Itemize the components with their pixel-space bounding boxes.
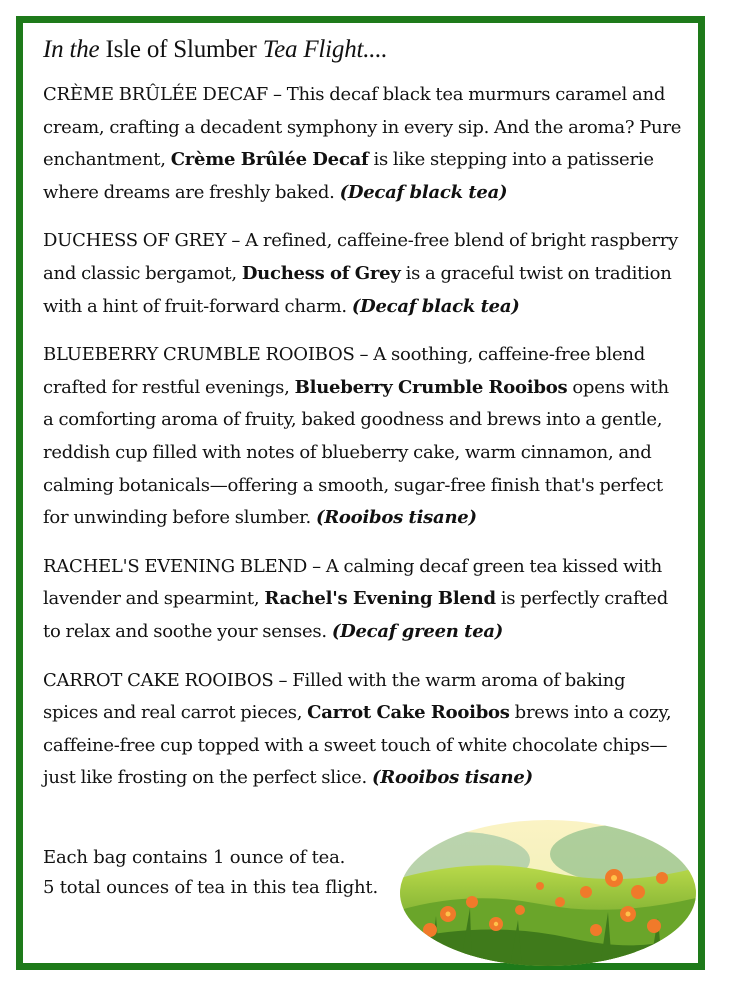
tea-name: Carrot Cake Rooibos [307, 702, 510, 724]
tea-description: A calming decaf green tea kissed with lavender and spearmint, [43, 555, 662, 610]
menu-content [43, 30, 683, 811]
footer-line-1: Each bag contains 1 ounce of tea. [43, 847, 346, 868]
tea-heading: CARROT CAKE ROOIBOS [43, 669, 274, 691]
tea-description-cont: is a graceful twist on tradition with a hint of fruit-forward charm. [43, 262, 672, 317]
tea-heading: CRÈME BRÛLÉE DECAF [43, 84, 268, 105]
tea-type: (Decaf black tea) [351, 295, 520, 317]
footer-note [43, 843, 378, 903]
tea-description-cont: is perfectly crafted to relax and soothe your senses. [43, 588, 669, 642]
tea-name: Crème Brûlée Decaf [170, 149, 369, 171]
tea-type: (Rooibos tisane) [372, 767, 533, 789]
tea-type: (Rooibos tisane) [315, 507, 477, 529]
meadow-illustration [400, 820, 696, 966]
tea-entry-blueberry-crumble: BLUEBERRY CRUMBLE ROOIBOS – A soothing, caffeine-free blend crafted for restful evenings, Blueberry Crumble Rooibos opens with a comforting aroma of fruity, baked goodness and brews into a gentle, reddish cup filled with notes of blueberry cake, warm cinnamon, and calming botanicals—offering a smooth, sugar-free finish that's perfect for unwinding before slumber. (Rooibos tisane) [43, 344, 669, 529]
tea-entry-carrot-cake: CARROT CAKE ROOIBOS – Filled with the warm aroma of baking spices and real carrot pieces, Carrot Cake Rooibos brews into a cozy, caffeine-free cup topped with a sweet touch of white chocolate chips—just like frosting on the perfect slice. (Rooibos tisane) [43, 669, 672, 789]
tea-heading: RACHEL'S EVENING BLEND [43, 555, 308, 577]
meadow-with-orange-poppies-icon [400, 820, 696, 966]
footer-line-2: 5 total ounces of tea in this tea flight. [43, 877, 378, 898]
tea-description-cont: opens with a comforting aroma of fruity, baked goodness and brews into a gentle, reddish cup filled with notes of blueberry cake, warm cinnamon, and calming botanicals—offering a smooth, sugar-free finish that's perfect for unwinding before slumber. [43, 376, 669, 529]
tea-description-cont: is like stepping into a patisserie where dreams are freshly baked. [43, 149, 654, 203]
tea-name: Duchess of Grey [241, 262, 401, 284]
tea-description: This decaf black tea murmurs caramel and cream, crafting a decadent symphony in every sip. And the aroma? Pure enchantment, [43, 84, 682, 171]
tea-type: (Decaf black tea) [339, 181, 508, 203]
tea-entry-creme-brulee: CRÈME BRÛLÉE DECAF – This decaf black tea murmurs caramel and cream, crafting a decadent symphony in every sip. And the aroma? Pure enchantment, Crème Brûlée Decaf is like stepping into a patisserie where dreams are freshly baked. (Decaf black tea) [43, 84, 682, 203]
tea-type: (Decaf green tea) [331, 620, 504, 642]
title-prefix: In the [43, 36, 100, 63]
tea-description: A soothing, caffeine-free blend crafted for restful evenings, [43, 344, 646, 398]
title-suffix: Tea Flight.... [262, 36, 388, 63]
title-middle: Isle of Slumber [105, 36, 257, 63]
tea-description: A refined, caffeine-free blend of bright raspberry and classic bergamot, [43, 230, 679, 284]
tea-name: Rachel's Evening Blend [264, 588, 496, 610]
tea-entry-rachels-evening: RACHEL'S EVENING BLEND – A calming decaf green tea kissed with lavender and spearmint, Rachel's Evening Blend is perfectly crafted to relax and soothe your senses. (Decaf green tea) [43, 555, 669, 642]
page-title [43, 30, 683, 70]
tea-name: Blueberry Crumble Rooibos [294, 376, 568, 398]
tea-heading: DUCHESS OF GREY [43, 230, 227, 252]
tea-description-cont: brews into a cozy, caffeine-free cup topped with a sweet touch of white chocolate chips—just like frosting on the perfect slice. [43, 702, 672, 789]
tea-heading: BLUEBERRY CRUMBLE ROOIBOS [43, 344, 355, 366]
tea-description: Filled with the warm aroma of baking spices and real carrot pieces, [43, 669, 626, 724]
tea-entry-duchess-of-grey: DUCHESS OF GREY – A refined, caffeine-free blend of bright raspberry and classic bergamot, Duchess of Grey is a graceful twist on tradition with a hint of fruit-forward charm. (Decaf black tea) [43, 230, 679, 317]
